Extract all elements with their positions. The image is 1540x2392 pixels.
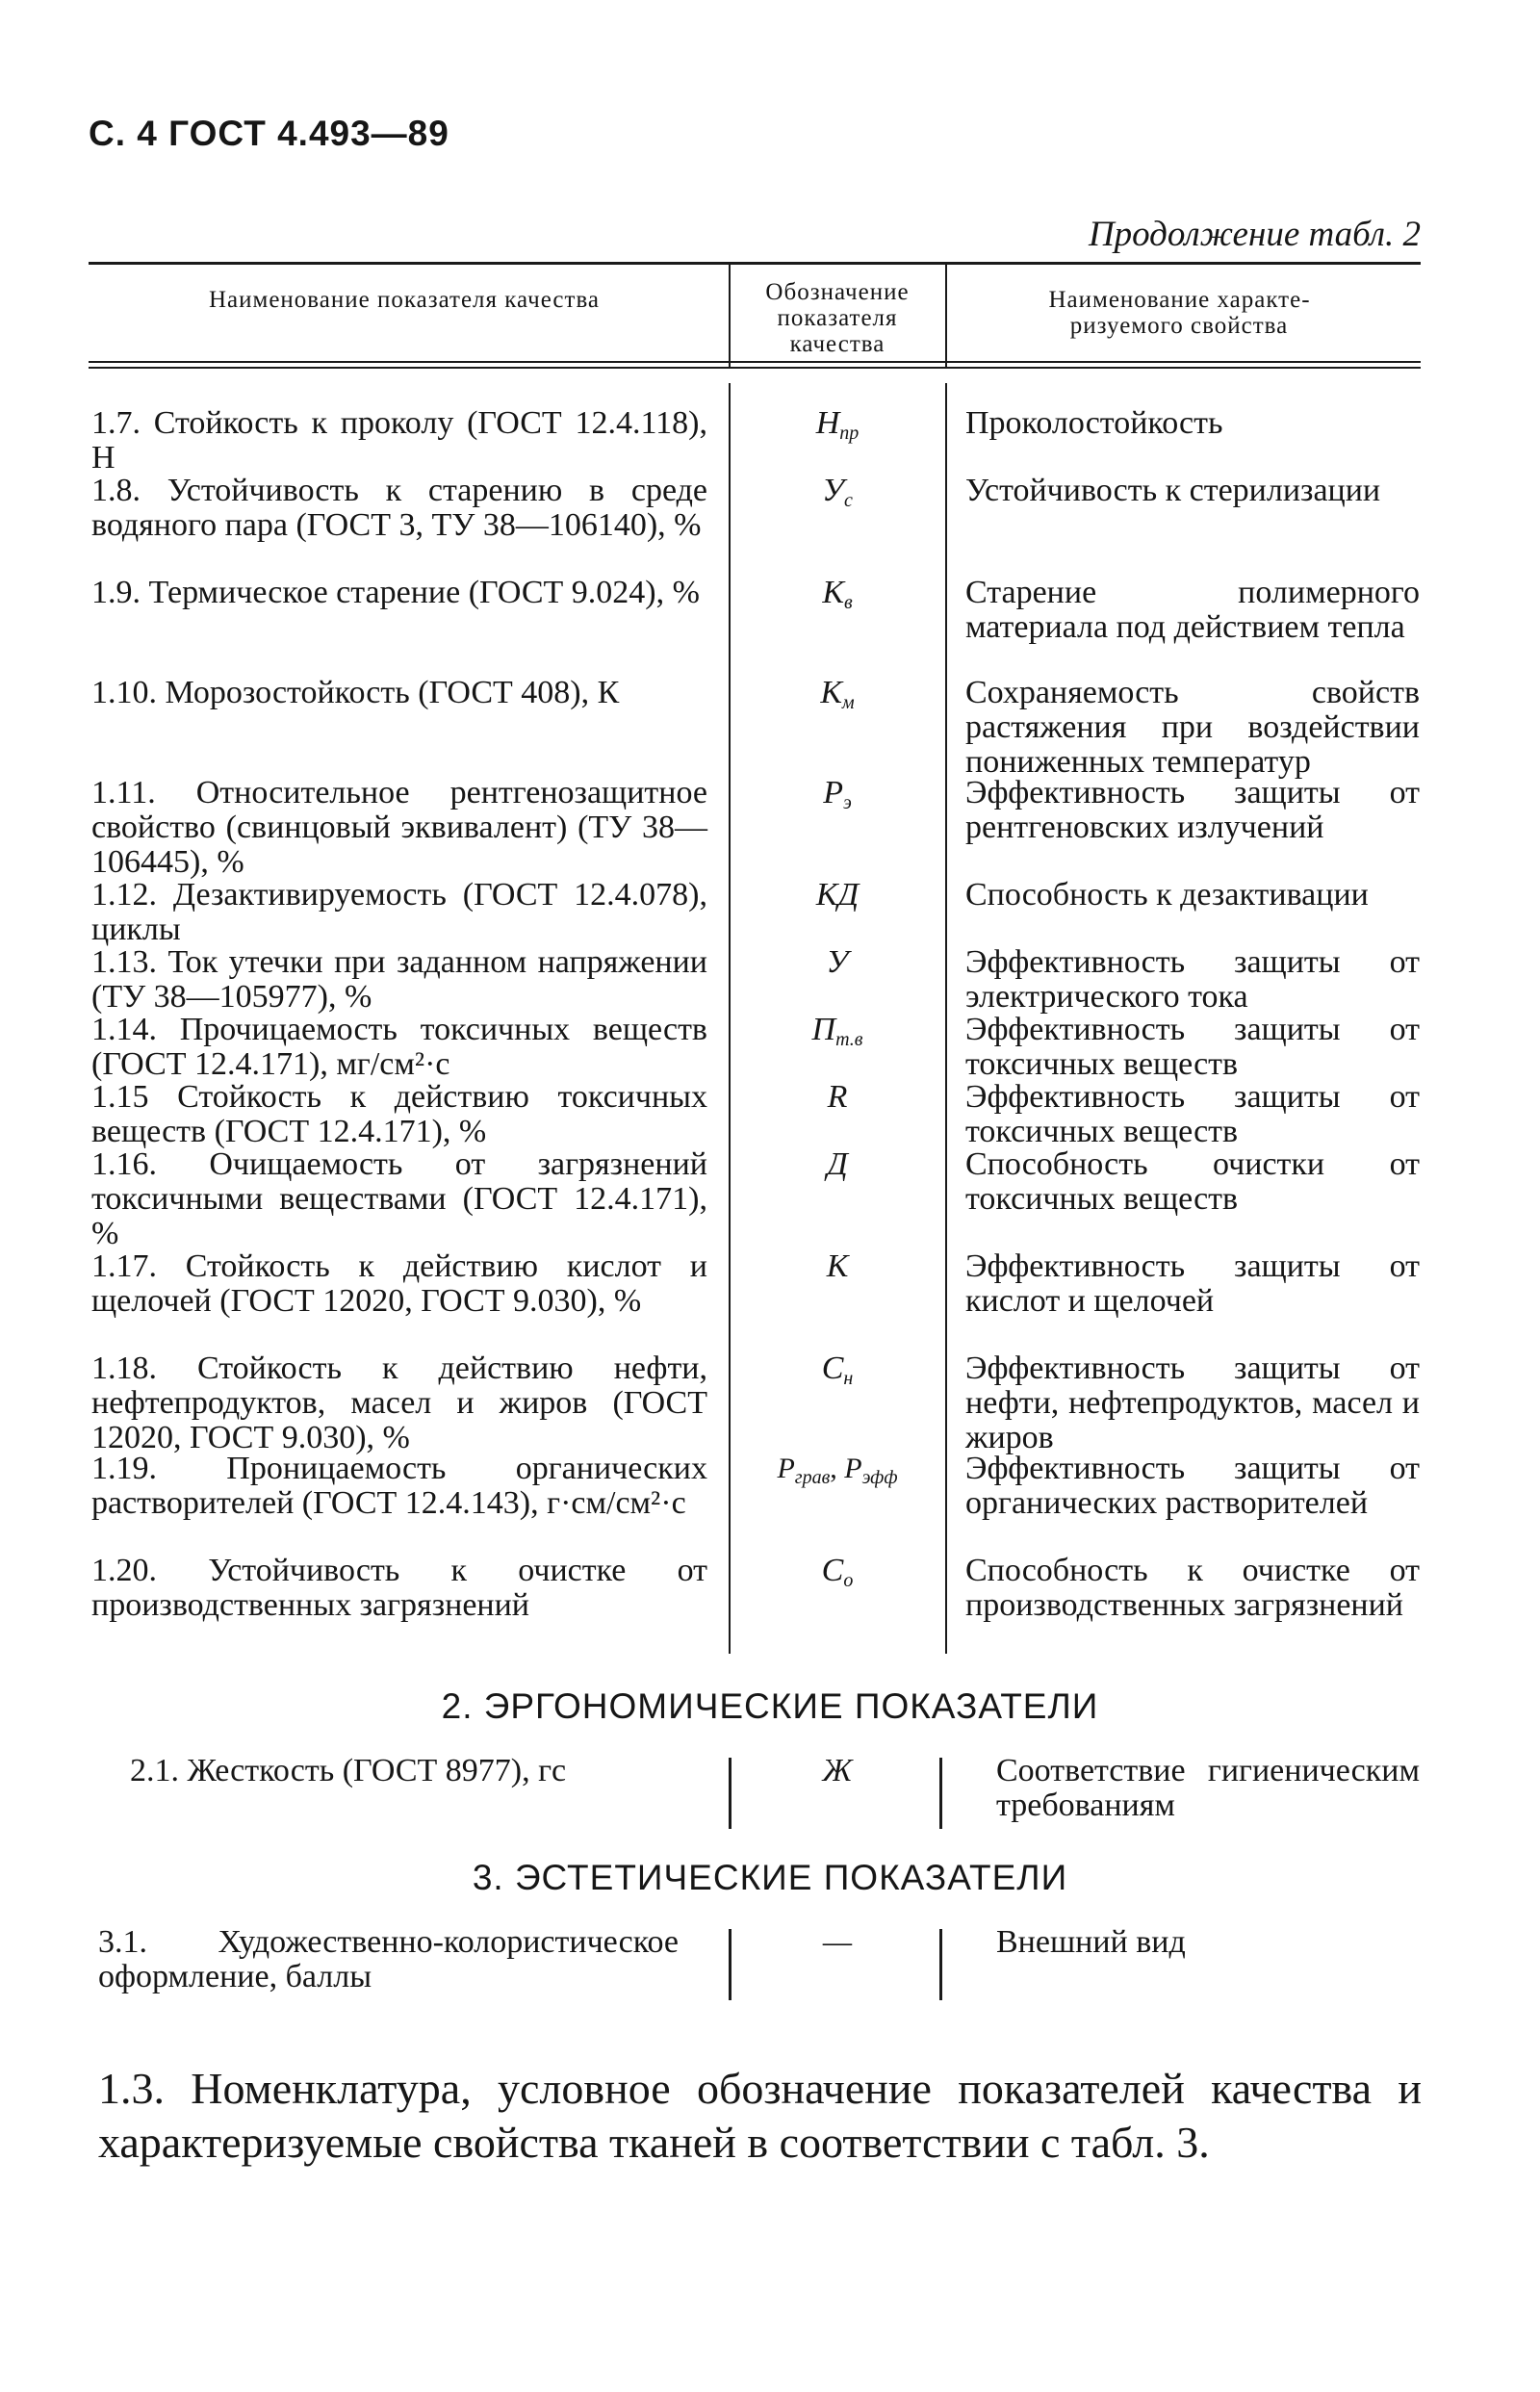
- row-designation: [732, 1554, 943, 1598]
- row-indicator-name: 1.10. Морозостойкость (ГОСТ 408), К: [91, 675, 620, 710]
- designation-subscript: с: [844, 490, 853, 511]
- row-property: Эффективность защиты от органических растворителей: [965, 1451, 1420, 1521]
- row-property: Старение полимерного материала под действием тепла: [965, 575, 1420, 645]
- row-indicator-name: 1.14. Прочицаемость токсичных веществ (ГОСТ 12.4.171), мг/см²·с: [91, 1012, 707, 1082]
- row-property: Устойчивость к стерилизации: [965, 473, 1381, 508]
- designation-subscript: э: [842, 792, 852, 813]
- row-property: Эффективность защиты от электрического тока: [965, 944, 1420, 1015]
- designation-subscript-2: эфф: [861, 1467, 898, 1488]
- row-property: Способность к очистке от производственных загрязнений: [965, 1553, 1420, 1623]
- row-indicator-name: 1.20. Устойчивость к очистке от производственных загрязнений: [91, 1553, 707, 1623]
- row-property: Эффективность защиты от кислот и щелочей: [965, 1248, 1420, 1319]
- row-indicator-name: 1.13. Ток утечки при заданном напряжении (ТУ 38—105977), %: [91, 944, 707, 1015]
- row-designation: [732, 1249, 943, 1294]
- row-designation: [732, 776, 943, 820]
- column-divider-1-body: [729, 383, 731, 1654]
- row-indicator-name: 1.12. Дезактивируемость (ГОСТ 12.4.078), циклы: [91, 877, 707, 947]
- designation-symbol: К: [820, 675, 842, 710]
- designation-symbol: К: [826, 1248, 849, 1284]
- designation-symbol: У: [822, 473, 844, 508]
- designation-subscript: м: [841, 692, 855, 713]
- row-indicator-name: 1.18. Стойкость к действию нефти, нефтепродуктов, масел и жиров (ГОСТ 12020, ГОСТ 9.030), %: [91, 1350, 707, 1455]
- row-indicator-name: 1.7. Стойкость к проколу (ГОСТ 12.4.118), Н: [91, 405, 707, 476]
- designation-subscript: пр: [839, 423, 860, 444]
- designation-subscript: о: [843, 1570, 854, 1591]
- designation-subscript: н: [843, 1368, 854, 1389]
- row-designation: —: [822, 1924, 853, 1960]
- designation-symbol: У: [826, 944, 849, 980]
- row-designation: [732, 576, 943, 620]
- designation-symbol: С: [821, 1350, 844, 1386]
- footer-paragraph: 1.3. Номенклатура, условное обозначение показателей качества и характеризуемые свойства тканей в соответствии с табл. 3.: [98, 2064, 1422, 2167]
- row-property: Эффективность защиты от токсичных веществ: [965, 1079, 1420, 1149]
- designation-symbol: П: [811, 1012, 836, 1047]
- row-designation: [732, 945, 943, 990]
- row-designation: [732, 474, 943, 518]
- row-property: Эффективность защиты от токсичных веществ: [965, 1012, 1420, 1082]
- row-designation: [732, 1147, 943, 1192]
- row-property: Проколостойкость: [965, 405, 1223, 441]
- section-title-ergonomic: 2. ЭРГОНОМИЧЕСКИЕ ПОКАЗАТЕЛИ: [441, 1686, 1099, 1726]
- row-property: Сохраняемость свойств растяжения при воздействии пониженных температур: [965, 675, 1420, 780]
- row-indicator-name: 1.19. Проницаемость органических растворителей (ГОСТ 12.4.143), г·см/см²·с: [91, 1451, 707, 1521]
- column-divider-2-body: [945, 383, 947, 1654]
- designation-symbol: Р: [777, 1453, 795, 1484]
- column-header-name: Наименование показателя качества: [208, 287, 601, 313]
- row-indicator-name: 1.15 Стойкость к действию токсичных веществ (ГОСТ 12.4.171), %: [91, 1079, 707, 1149]
- column-divider-2-header: [945, 262, 947, 367]
- row-designation: [732, 1013, 943, 1057]
- column-header-designation: Обозначение показателя качества: [765, 279, 910, 357]
- section2-divider-2: [939, 1758, 942, 1829]
- row-property: Эффективность защиты от нефти, нефтепродуктов, масел и жиров: [965, 1350, 1420, 1455]
- designation-symbol-2: Р: [844, 1453, 862, 1484]
- row-designation: [732, 1452, 943, 1495]
- row-designation: [732, 1080, 943, 1124]
- table-top-rule: [89, 262, 1421, 265]
- row-designation: Ж: [822, 1753, 853, 1788]
- designation-subscript: грав: [794, 1467, 831, 1488]
- page-header: С. 4 ГОСТ 4.493—89: [89, 114, 449, 153]
- row-indicator-name: 1.17. Стойкость к действию кислот и щелочей (ГОСТ 12020, ГОСТ 9.030), %: [91, 1248, 707, 1319]
- row-property: Внешний вид: [996, 1924, 1186, 1960]
- section3-divider-1: [729, 1929, 732, 2000]
- designation-symbol: К: [822, 575, 844, 610]
- continuation-label: Продолжение табл. 2: [1088, 215, 1421, 254]
- designation-subscript: в: [843, 592, 853, 613]
- row-designation: [732, 676, 943, 720]
- header-divider-lower: [89, 367, 1421, 369]
- row-indicator-name: 1.8. Устойчивость к старению в среде водяного пара (ГОСТ 3, ТУ 38—106140), %: [91, 473, 707, 543]
- row-property: Соответствие гигиеническим требованиям: [996, 1753, 1420, 1823]
- row-designation: [732, 878, 943, 922]
- row-indicator-name: 1.16. Очищаемость от загрязнений токсичными веществами (ГОСТ 12.4.171), %: [91, 1146, 707, 1251]
- section2-divider-1: [729, 1758, 732, 1829]
- row-indicator-name: 1.9. Термическое старение (ГОСТ 9.024), %: [91, 575, 700, 610]
- designation-separator: ,: [830, 1453, 845, 1484]
- section3-divider-2: [939, 1929, 942, 2000]
- designation-symbol: Р: [823, 775, 843, 810]
- row-indicator-name: 3.1. Художественно-колористическое оформление, баллы: [98, 1924, 679, 1994]
- row-designation: [732, 1351, 943, 1396]
- designation-symbol: Н: [815, 405, 840, 441]
- designation-symbol: Д: [827, 1146, 848, 1182]
- header-divider-upper: [89, 361, 1421, 363]
- designation-symbol: С: [821, 1553, 844, 1588]
- designation-subscript: т.в: [835, 1029, 863, 1050]
- column-divider-1-header: [729, 262, 731, 367]
- row-property: Эффективность защиты от рентгеновских излучений: [965, 775, 1420, 845]
- row-property: Способность к дезактивации: [965, 877, 1369, 913]
- row-indicator-name: 2.1. Жесткость (ГОСТ 8977), гс: [130, 1753, 567, 1788]
- designation-symbol: R: [827, 1079, 848, 1115]
- section-title-aesthetic: 3. ЭСТЕТИЧЕСКИЕ ПОКАЗАТЕЛИ: [472, 1858, 1068, 1897]
- designation-symbol: КД: [815, 877, 860, 913]
- column-header-property: Наименование характеризуемого свойства: [1048, 287, 1310, 339]
- row-designation: [732, 406, 943, 450]
- row-indicator-name: 1.11. Относительное рентгенозащитное свойство (свинцовый эквивалент) (ТУ 38—106445), %: [91, 775, 707, 880]
- row-property: Способность очистки от токсичных веществ: [965, 1146, 1420, 1217]
